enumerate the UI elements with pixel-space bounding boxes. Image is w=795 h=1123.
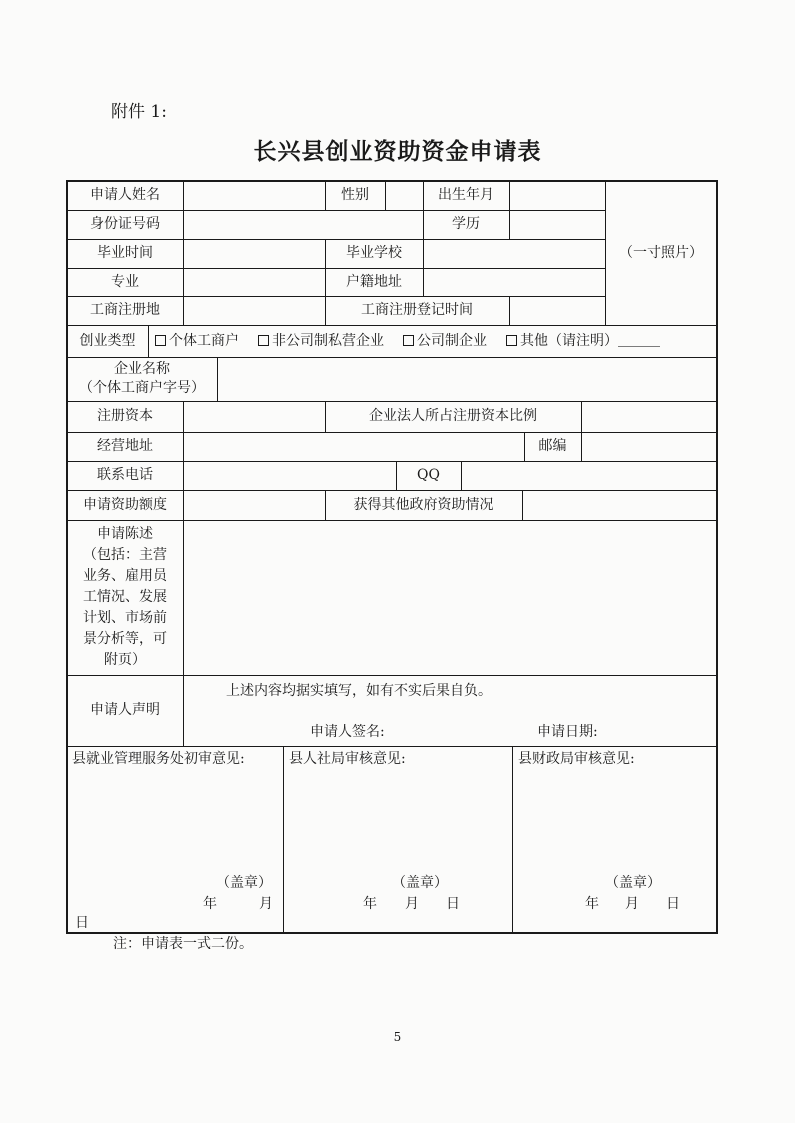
legal-person-capital-ratio-field[interactable] [582, 401, 716, 432]
graduation-time-field[interactable] [184, 239, 325, 268]
year-label: 年 [585, 895, 599, 912]
label-business-registration-time: 工商注册登记时间 [361, 302, 473, 318]
label-education: 学历 [452, 216, 480, 232]
label-hr-bureau-review: 县人社局审核意见: [289, 750, 406, 767]
label-id-number: 身份证号码 [90, 216, 160, 232]
label-phone: 联系电话 [97, 467, 153, 483]
attachment-label: 附件 1: [111, 102, 167, 122]
label-applicant-name: 申请人姓名 [90, 187, 160, 203]
label-other-government-subsidy: 获得其他政府资助情况 [353, 496, 494, 513]
application-statement-field[interactable] [184, 520, 716, 675]
label-finance-bureau-review: 县财政局审核意见: [518, 750, 635, 767]
month-label: 月 [259, 895, 273, 912]
label-application-date: 申请日期: [537, 723, 598, 740]
day-label: 日 [666, 895, 680, 912]
applicant-signature-field[interactable] [408, 721, 532, 743]
business-address-field[interactable] [184, 432, 524, 461]
label-employment-office-review: 县就业管理服务处初审意见: [72, 750, 245, 767]
label-hukou-address: 户籍地址 [346, 273, 402, 290]
seal-label: （盖章） [216, 874, 272, 891]
month-label: 月 [405, 895, 419, 912]
graduation-school-field[interactable] [424, 239, 605, 268]
label-major: 专业 [111, 273, 139, 290]
footnote: 注：申请表一式二份。 [113, 936, 253, 952]
form-title: 长兴县创业资助资金申请表 [253, 139, 542, 165]
seal-label: （盖章） [605, 874, 661, 891]
seal-label: （盖章） [392, 874, 448, 891]
label-company-name: 企业名称 （个体工商户字号） [79, 361, 205, 396]
label-qq: QQ [417, 467, 440, 483]
phone-field[interactable] [184, 461, 396, 490]
label-applicant-declaration: 申请人声明 [90, 702, 160, 718]
hukou-address-field[interactable] [424, 268, 605, 296]
qq-field[interactable] [462, 461, 716, 490]
checkbox-icon [258, 335, 269, 346]
major-field[interactable] [184, 268, 325, 296]
option-non-corporate-private[interactable]: 非公司制私营企业 [258, 332, 384, 351]
hr-bureau-review-field[interactable] [286, 772, 510, 870]
birth-date-field[interactable] [510, 181, 605, 210]
application-date-field[interactable] [618, 721, 714, 743]
option-individual-business[interactable]: 个体工商户 [155, 332, 239, 351]
finance-bureau-review-field[interactable] [515, 772, 715, 870]
label-graduation-school: 毕业学校 [346, 245, 402, 261]
label-application-statement: 申请陈述 （包括：主营 业务、雇用员 工情况、发展 计划、市场前 景分析等，可 附页） [83, 526, 167, 668]
photo-placeholder: （一寸照片） [619, 244, 703, 261]
label-legal-person-capital-ratio: 企业法人所占注册资本比例 [369, 408, 537, 424]
label-postcode: 邮编 [538, 438, 567, 454]
gender-field[interactable] [386, 181, 423, 210]
label-startup-type: 创业类型 [79, 332, 136, 349]
page-number: 5 [393, 1030, 402, 1044]
id-number-field[interactable] [184, 210, 423, 239]
label-birth-date: 出生年月 [438, 187, 494, 203]
label-gender: 性别 [341, 187, 369, 203]
employment-office-review-field[interactable] [70, 772, 282, 870]
postcode-field[interactable] [582, 432, 716, 461]
option-corporate-enterprise[interactable]: 公司制企业 [403, 332, 487, 351]
label-business-address: 经营地址 [97, 438, 153, 454]
year-label: 年 [203, 895, 217, 912]
subsidy-amount-field[interactable] [184, 490, 325, 520]
other-government-subsidy-field[interactable] [523, 490, 716, 520]
label-registered-capital: 注册资本 [97, 408, 153, 424]
year-label: 年 [363, 895, 377, 912]
checkbox-icon [403, 335, 414, 346]
declaration-text: 上述内容均据实填写，如有不实后果自负。 [226, 682, 492, 699]
label-subsidy-amount: 申请资助额度 [83, 496, 167, 513]
checkbox-icon [506, 335, 517, 346]
label-graduation-time: 毕业时间 [97, 245, 153, 261]
company-name-field[interactable] [218, 357, 716, 401]
education-field[interactable] [510, 210, 605, 239]
label-business-registration-place: 工商注册地 [90, 302, 160, 318]
day-label: 日 [75, 914, 89, 931]
business-registration-place-field[interactable] [184, 296, 325, 325]
applicant-name-field[interactable] [184, 181, 325, 210]
label-applicant-signature: 申请人签名: [310, 723, 385, 740]
option-other[interactable]: 其他（请注明）＿＿＿ [506, 332, 660, 351]
checkbox-icon [155, 335, 166, 346]
business-registration-time-field[interactable] [510, 296, 605, 325]
registered-capital-field[interactable] [184, 401, 325, 432]
startup-type-options [149, 325, 716, 357]
day-label: 日 [446, 895, 460, 912]
month-label: 月 [625, 895, 639, 912]
